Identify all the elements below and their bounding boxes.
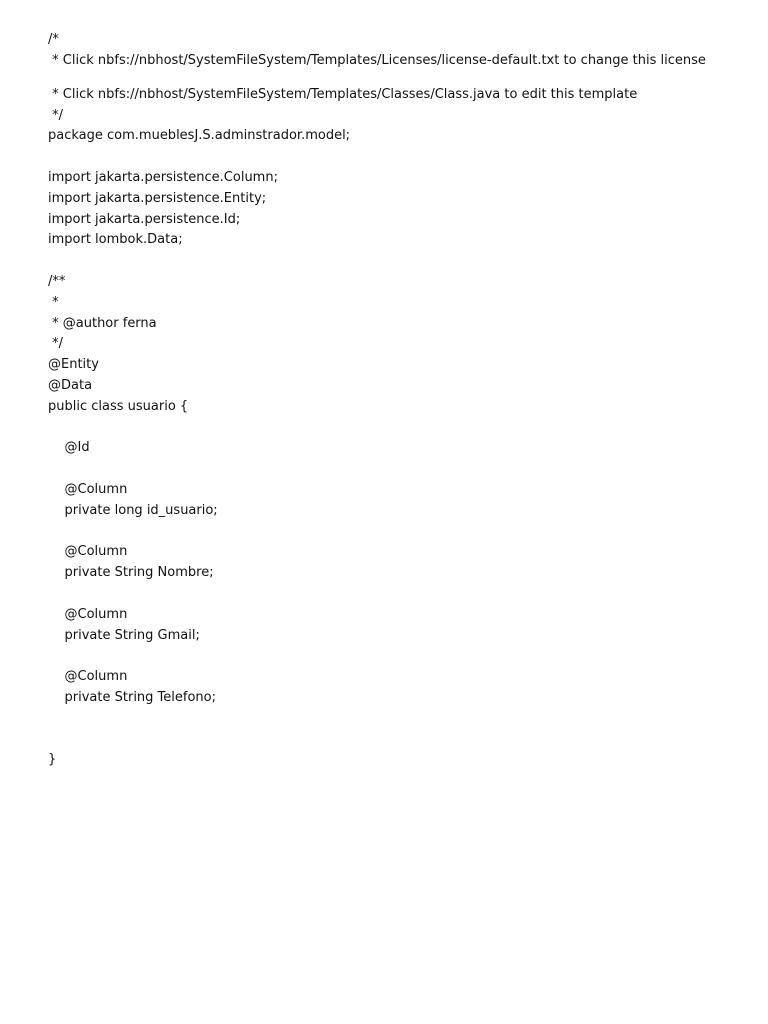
code-line-blank (48, 712, 728, 733)
code-line: private String Telefono; (48, 689, 216, 705)
code-line: } (48, 752, 57, 768)
code-line: private long id_usuario; (48, 502, 218, 518)
code-line: /** (48, 273, 66, 289)
code-line: @Column (48, 669, 128, 685)
code-line: @Column (48, 481, 128, 497)
code-line: */ (48, 107, 64, 123)
code-line-blank (48, 649, 728, 670)
code-line-blank (48, 462, 728, 483)
code-line: * (48, 294, 59, 310)
code-line-blank (48, 587, 728, 608)
code-line: @Id (48, 440, 90, 456)
code-line-blank (48, 254, 728, 275)
code-line: @Column (48, 606, 128, 622)
code-line: import jakarta.persistence.Id; (48, 211, 241, 227)
code-line: import jakarta.persistence.Column; (48, 169, 278, 185)
code-line: private String Nombre; (48, 565, 214, 581)
code-line: * Click nbfs://nbhost/SystemFileSystem/Templates/Classes/Class.java to edit this template (48, 86, 638, 102)
code-line-blank (48, 421, 728, 442)
code-line: public class usuario { (48, 398, 189, 414)
code-line: * @author ferna (48, 315, 157, 331)
code-line: @Column (48, 544, 128, 560)
code-block (48, 33, 728, 774)
code-line: package com.mueblesJ.S.adminstrador.model; (48, 128, 351, 144)
code-line: @Data (48, 377, 93, 393)
code-line-blank (48, 733, 728, 754)
code-line-blank (48, 525, 728, 546)
code-line: * Click nbfs://nbhost/SystemFileSystem/Templates/Licenses/license-default.txt to change this license (48, 52, 706, 68)
code-line: import lombok.Data; (48, 232, 183, 248)
code-line: import jakarta.persistence.Entity; (48, 190, 267, 206)
code-line: /* (48, 32, 59, 47)
code-line-blank (48, 150, 728, 171)
code-line: */ (48, 336, 64, 352)
code-line: private String Gmail; (48, 627, 200, 643)
code-line: @Entity (48, 357, 99, 373)
